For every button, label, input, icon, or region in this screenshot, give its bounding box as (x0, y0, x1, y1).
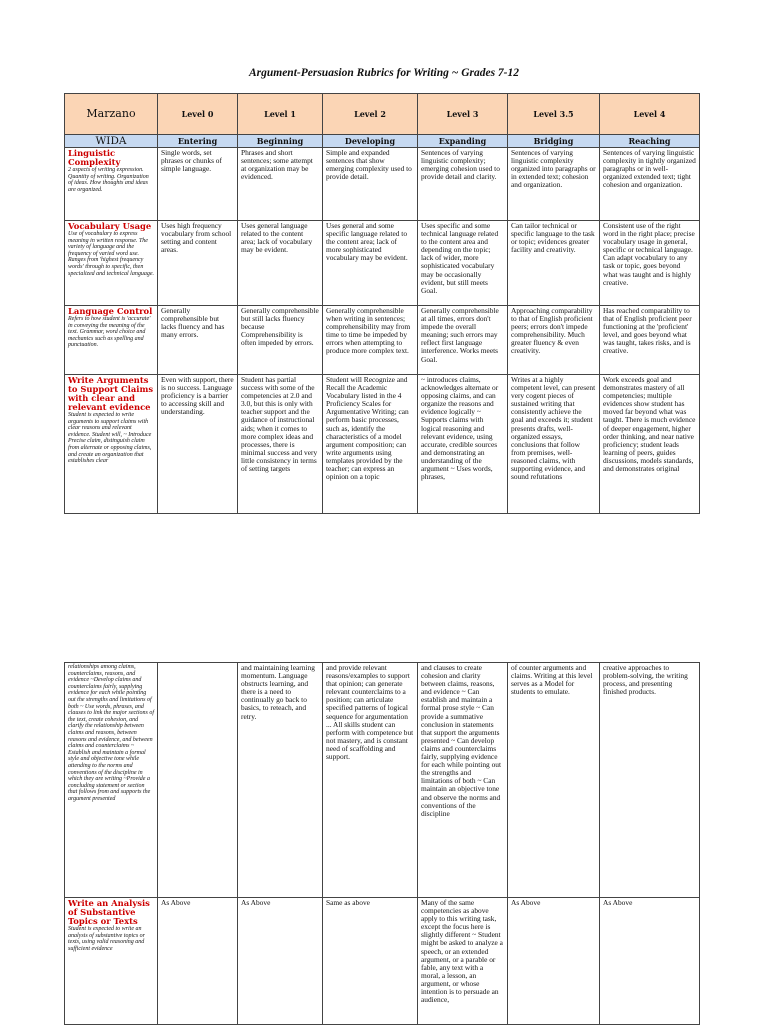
rubric-cell: Work exceeds goal and demonstrates mastery of all competencies; multiple evidences show student has moved far beyond what was taught. There is much evidence of deeper engagement, higher order thinking, and near native proficiency; student leads learning of peers, guides discussions, models standards, and demonstrates original (600, 375, 700, 514)
wida-level-header: Expanding (418, 135, 508, 148)
level-header: Level 4 (600, 94, 700, 135)
criterion-desc: Student is expected to write arguments to support claims with clear reasons and relevant evidence. Student will, ~ Introduce Precise claim, distinguish claim from alternate or opposing claims, and create an organization that establishes clear (68, 412, 152, 465)
rubric-cell: As Above (600, 898, 700, 1025)
rubric-cell: Uses general and some specific language related to the content area; lack of more sophisticated vocabulary may be evident. (323, 221, 418, 306)
criterion-cell (65, 221, 158, 306)
rubric-cell: Generally comprehensible but lacks fluency and has many errors. (158, 306, 238, 375)
wida-level-header: Beginning (238, 135, 323, 148)
level-header: Level 3 (418, 94, 508, 135)
rubric-cell: As Above (238, 898, 323, 1025)
rubric-table (64, 93, 700, 514)
rubric-cell: Uses specific and some technical language related to the content area and depending on the topic; lack of wider, more sophisticated vocabulary may be occasionally evident, but still meets Goal. (418, 221, 508, 306)
rubric-cell: Uses high frequency vocabulary from school setting and content areas. (158, 221, 238, 306)
level-header: Level 0 (158, 94, 238, 135)
level-header: Level 2 (323, 94, 418, 135)
criterion-cell (65, 898, 158, 1025)
rubric-cell: As Above (158, 898, 238, 1025)
rubric-cell: Has reached comparability to that of English proficient peer functioning at the 'proficient' level, and goes beyond what was taught, takes risks, and is creative. (600, 306, 700, 375)
header-row-wida (65, 135, 700, 148)
marzano-header: Marzano (65, 94, 158, 135)
wida-level-header: Reaching (600, 135, 700, 148)
rubric-cell: Many of the same competencies as above apply to this writing task, except the focus here is slightly different ~ Student might be asked to analyze a speech, or an extended argument, or a parable or fable, any text with a moral, a lesson, an argument, or whose intention is to persuade an audience, (418, 898, 508, 1025)
rubric-cell: and maintaining learning momentum. Language obstructs learning, and there is a need to continually go back to basics, to reteach, and retry. (238, 663, 323, 898)
criterion-name: Write Arguments to Support Claims with clear and relevant evidence (68, 375, 154, 412)
rubric-cell: Writes at a highly competent level, can present very cogent pieces of sustained writing that consistently achieve the goal and exceeds it; student presents drafts, well-organized essays, conclusions that follow from premises, well-reasoned claims, with supporting evidence, and sound refutations (508, 375, 600, 514)
table-row (65, 148, 700, 221)
criterion-name: Vocabulary Usage (68, 221, 152, 231)
table-row (65, 898, 700, 1025)
rubric-cell: Sentences of varying linguistic complexity in tightly organized paragraphs or in well-organized extended text; tight cohesion and organization. (600, 148, 700, 221)
header-row-marzano (65, 94, 700, 135)
rubric-cell: Generally comprehensible when writing in sentences; comprehensibility may from time to time be impeded by errors when attempting to produce more complex text. (323, 306, 418, 375)
rubric-cell: Uses general language related to the content area; lack of vocabulary may be evident. (238, 221, 323, 306)
rubric-cell: Even with support, there is no success. Language proficiency is a barrier to accessing skill and understanding. (158, 375, 238, 514)
level-header: Level 1 (238, 94, 323, 135)
wida-level-header: Developing (323, 135, 418, 148)
rubric-cell: creative approaches to problem-solving, the writing process, and presenting finished products. (600, 663, 700, 898)
table-row (65, 221, 700, 306)
wida-header: WIDA (65, 135, 158, 148)
criterion-desc: Use of vocabulary to express meaning in written response. The variety of language and the frequency of varied word use. Ranges from 'highest frequency words' through to specific, then specialized and technical language. (68, 231, 154, 277)
table-row (65, 375, 700, 514)
rubric-cell: ~ introduces claims, acknowledges alternate or opposing claims, and can organize the reasons and evidence logically ~ Supports claims with logical reasoning and relevant evidence, using accurate, credible sources and demonstrating an understanding of the argument ~ Uses words, phrases, (418, 375, 508, 514)
rubric-cell: Generally comprehensible but still lacks fluency because Comprehensibility is often impeded by errors. (238, 306, 323, 375)
criterion-name: Write an Analysis of Substantive Topics or Texts (68, 898, 150, 926)
rubric-cell: Generally comprehensible at all times, errors don't impede the overall meaning; such errors may reflect first language interference. Works meets Goal. (418, 306, 508, 375)
rubric-cell: Phrases and short sentences; some attempt at organization may be evidenced. (238, 148, 323, 221)
page-title: Argument-Persuasion Rubrics for Writing ~ Grades 7-12 (248, 67, 520, 79)
criterion-name: Linguistic Complexity (68, 148, 121, 167)
rubric-table-continued (64, 662, 700, 1025)
rubric-cell: Simple and expanded sentences that show emerging complexity used to provide detail. (323, 148, 418, 221)
rubric-cell: As Above (508, 898, 600, 1025)
rubric-cell: Approaching comparability to that of English proficient peers; errors don't impede comprehensibility. Much greater fluency & even creativity. (508, 306, 600, 375)
rubric-cell: Single words, set phrases or chunks of simple language. (158, 148, 238, 221)
criterion-cell (65, 306, 158, 375)
rubric-cell: Consistent use of the right word in the right place; precise vocabulary usage in general, specific or technical language. Can adapt vocabulary to any task or topic, goes beyond what was taught and is highly creative. (600, 221, 700, 306)
criterion-name: Language Control (68, 306, 153, 316)
table-row (65, 663, 700, 898)
rubric-cell: and provide relevant reasons/examples to support that opinion; can generate relevant counterclaims to a position; can articulate specified patterns of logical sequence for argumentation ... All skills student can perform with competence but not mastery, and is constant need of scaffolding and support. (323, 663, 418, 898)
criterion-cell (65, 148, 158, 221)
criterion-desc: 2 aspects of writing expression. Quantity of writing. Organization of ideas. How thoughts and ideas are organized. (68, 167, 149, 193)
wida-level-header: Entering (158, 135, 238, 148)
wida-level-header: Bridging (508, 135, 600, 148)
rubric-cell: Can tailor technical or specific language to the task or topic; evidences greater facility and creativity. (508, 221, 600, 306)
rubric-cell: Student will Recognize and Recall the Academic Vocabulary listed in the 4 Proficiency Scales for Argumentative Writing; can perform basic processes, such as, identify the characteristics of a model argument composition; can write arguments using templates provided by the teacher; can express an opinion on a topic (323, 375, 418, 514)
rubric-cell: and clauses to create cohesion and clarity between claims, reasons, and evidence ~ Can establish and maintain a formal prose style ~ Can provide a summative conclusion in statements that support the arguments presented ~ Can develop claims and counterclaims fairly, supplying evidence for each while pointing out the strengths and limitations of both ~ Can maintain an objective tone and observe the norms and conventions of the discipline (418, 663, 508, 898)
rubric-cell (158, 663, 238, 898)
rubric-cell: Sentences of varying linguistic complexity organized into paragraphs or in extended text; cohesion and organization. (508, 148, 600, 221)
rubric-cell: Student has partial success with some of the competencies at 2.0 and 3.0, but this is only with teacher support and the guidance of instructional aids; when it comes to more complex ideas and processes, there is minimal success and very little consistency in terms of setting targets (238, 375, 323, 514)
criterion-cell (65, 375, 158, 514)
criterion-cell (65, 663, 158, 898)
rubric-cell: Same as above (323, 898, 418, 1025)
table-row (65, 306, 700, 375)
level-header: Level 3.5 (508, 94, 600, 135)
rubric-cell: Sentences of varying linguistic complexity; emerging cohesion used to provide detail and clarity. (418, 148, 508, 221)
rubric-cell: of counter arguments and claims. Writing at this level serves as a Model for students to emulate. (508, 663, 600, 898)
criterion-desc: Refers to how student is 'accurate' in conveying the meaning of the text. Grammar, word choice and mechanics such as spelling and punctuation. (68, 316, 151, 349)
criterion-desc: Student is expected to write an analysis of substantive topics or texts, using valid reasoning and sufficient evidence (68, 926, 145, 952)
criterion-desc: relationships among claims, counterclaims, reasons, and evidence ~Develop claims and counterclaims fairly, supplying evidence for each while pointing out the strengths and limitations of both ~ Use words, phrases, and clauses to link the major sections of the text, create cohesion, and clarify the relationship between claims and reasons, between reasons and evidence, and between claims and counterclaims ~ Establish and maintain a formal style and objective tone while attending to the norms and conventions of the discipline in which they are writing ~Provide a concluding statement or section that follows from and supports the argument presented (68, 664, 154, 802)
